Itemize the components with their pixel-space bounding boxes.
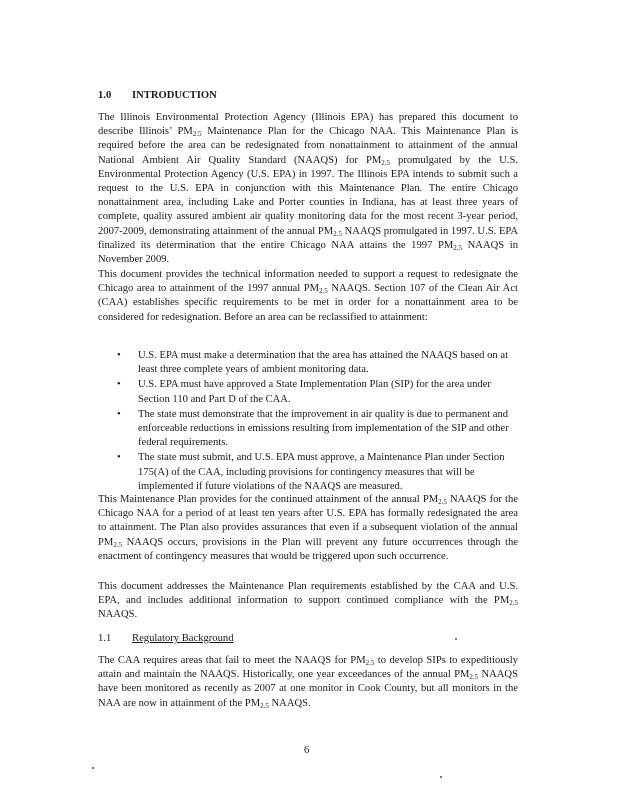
- subsection-title: Regulatory Background: [132, 633, 234, 644]
- scan-speck: [455, 638, 457, 640]
- section-title: INTRODUCTION: [132, 90, 217, 101]
- section-heading: [98, 89, 217, 103]
- paragraph-technical-information: This document provides the technical information needed to support a request to redesignate the Chicago area to attainment of the 1997 annual $PM_{2.5}$ NAAQS. Section 107 of the Clean Air Act (CAA) establishes specific requirements to be met in order for a nonattainment area to be considered for redesignation. Before an area can be reclassified to attainment:: [98, 269, 518, 323]
- section-number: 1.0: [98, 90, 112, 101]
- subsection-heading: [98, 632, 234, 646]
- paragraph-maintenance-plan: This Maintenance Plan provides for the continued attainment of the annual $PM_{2.5}$ NAAQS for the Chicago NAA for a period of at least ten years after U.S. EPA has formally redesignated the area to attainment. The Plan also provides assurances that even if a subsequent violation of the annual $PM_{2.5}$ NAAQS occurs, provisions in the Plan will prevent any future occurrences through the enactment of contingency measures that would be triggered upon such occurrence.: [98, 494, 519, 562]
- subsection-number: 1.1: [98, 633, 112, 644]
- bullet-icon: •: [117, 350, 121, 361]
- scan-speck: [92, 767, 94, 769]
- list-item: • The state must submit, and U.S. EPA must approve, a Maintenance Plan under Section 175(A) of the CAA, including provisions for contingency measures that will be implemented if future violations of the NAAQS are measured.: [117, 452, 505, 492]
- paragraph-introduction: The Illinois Environmental Protection Agency (Illinois EPA) has prepared this document to describe Illinois’ $PM_{2.5}$ Maintenance Plan for the Chicago NAA. This Maintenance Plan is required before the area can be redesignated from nonattainment to attainment of the annual National Ambient Air Quality Standard (NAAQS) for $PM_{2.5}$ promulgated by the U.S. Environmental Protection Agency (U.S. EPA) in 1997. The Illinois EPA intends to submit such a request to the U.S. EPA in conjunction with this Maintenance Plan. The entire Chicago nonattainment area, including Lake and Porter counties in Indiana, has at least three years of complete, quality assured ambient air quality monitoring data for the most recent 3-year period, 2007-2009, demonstrating attainment of the annual $PM_{2.5}$ NAAQS promulgated in 1997. U.S. EPA finalized its determination that the entire Chicago NAA attains the 1997 $PM_{2.5}$ NAAQS in November 2009.: [98, 112, 518, 266]
- paragraph-document-scope: This document addresses the Maintenance Plan requirements established by the CAA and U.S. EPA, and includes additional information to support continued compliance with the $PM_{2.5}$ NAAQS.: [98, 581, 518, 621]
- list-item: • The state must demonstrate that the improvement in air quality is due to permanent and enforceable reductions in emissions resulting from implementation of the SIP and other federal requirements.: [117, 408, 509, 449]
- page-number: 6: [304, 745, 310, 756]
- bullet-icon: •: [117, 379, 121, 391]
- paragraph-regulatory-background: The CAA requires areas that fail to meet the NAAQS for $PM_{2.5}$ to develop SIPs to expeditiously attain and maintain the NAAQS. Historically, one year exceedances of the annual $PM_{2.5}$ NAAQS have been monitored as recently as 2007 at one monitor in Cook County, but all monitors in the NAA are now in attainment of the $PM_{2.5}$ NAAQS.: [98, 655, 518, 710]
- redesignation-requirements-list: [98, 349, 518, 495]
- bullet-icon: •: [117, 408, 121, 420]
- list-item: • U.S. EPA must make a determination that the area has attained the NAAQS based on at least three complete years of ambient monitoring data.: [117, 350, 509, 376]
- list-item: • U.S. EPA must have approved a State Implementation Plan (SIP) for the area under Section 110 and Part D of the CAA.: [117, 379, 491, 405]
- bullet-icon: •: [117, 452, 121, 464]
- scan-speck: [440, 776, 442, 778]
